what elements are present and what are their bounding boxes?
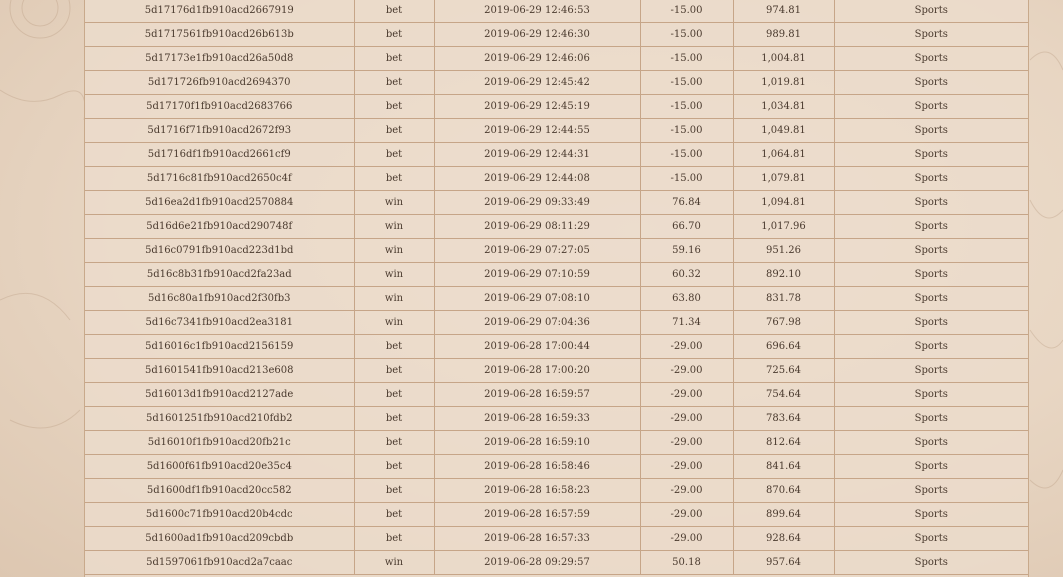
transaction-time-cell: 2019-06-28 09:29:57 [434, 551, 640, 575]
transaction-amount-cell: -29.00 [640, 359, 733, 383]
table-row [85, 71, 1028, 95]
transaction-category-cell: Sports [834, 239, 1028, 263]
transaction-category-cell: Sports [834, 359, 1028, 383]
table-row [85, 431, 1028, 455]
transaction-balance-cell: 767.98 [733, 311, 834, 335]
transaction-balance-cell: 1,034.81 [733, 95, 834, 119]
transaction-time-cell: 2019-06-29 07:27:05 [434, 239, 640, 263]
transaction-type-cell: bet [354, 407, 434, 431]
transaction-time-cell: 2019-06-28 16:57:59 [434, 503, 640, 527]
transaction-amount-cell: -15.00 [640, 143, 733, 167]
transaction-category-cell: Sports [834, 431, 1028, 455]
transaction-category-cell: Sports [834, 47, 1028, 71]
transaction-balance-cell: 957.64 [733, 551, 834, 575]
transaction-amount-cell: 60.32 [640, 263, 733, 287]
transaction-category-cell: Sports [834, 455, 1028, 479]
transaction-time-cell: 2019-06-29 12:45:42 [434, 71, 640, 95]
transaction-balance-cell: 989.81 [733, 23, 834, 47]
transaction-history-panel [84, 0, 1029, 577]
transaction-type-cell: bet [354, 119, 434, 143]
transaction-balance-cell: 783.64 [733, 407, 834, 431]
transaction-amount-cell: -29.00 [640, 383, 733, 407]
transaction-amount-cell: -29.00 [640, 527, 733, 551]
transaction-type-cell: bet [354, 23, 434, 47]
transaction-id-cell: 5d1601541fb910acd213e608 [85, 359, 354, 383]
transaction-category-cell: Sports [834, 23, 1028, 47]
transaction-amount-cell: 63.80 [640, 287, 733, 311]
transaction-amount-cell: -15.00 [640, 71, 733, 95]
transaction-id-cell: 5d1600ad1fb910acd209cbdb [85, 527, 354, 551]
transaction-type-cell: win [354, 239, 434, 263]
transaction-type-cell: bet [354, 503, 434, 527]
transaction-amount-cell: -15.00 [640, 47, 733, 71]
transaction-balance-cell: 870.64 [733, 479, 834, 503]
transaction-balance-cell: 892.10 [733, 263, 834, 287]
transaction-time-cell: 2019-06-29 12:44:08 [434, 167, 640, 191]
transaction-category-cell: Sports [834, 215, 1028, 239]
transaction-time-cell: 2019-06-29 12:46:06 [434, 47, 640, 71]
transaction-id-cell: 5d16013d1fb910acd2127ade [85, 383, 354, 407]
transaction-id-cell: 5d171756​1fb910acd26b613b [85, 23, 354, 47]
table-row [85, 47, 1028, 71]
transaction-balance-cell: 725.64 [733, 359, 834, 383]
transaction-type-cell: bet [354, 71, 434, 95]
table-row [85, 95, 1028, 119]
transaction-category-cell: Sports [834, 383, 1028, 407]
transaction-id-cell: 5d16c7341fb910acd2ea3181 [85, 311, 354, 335]
transaction-balance-cell: 899.64 [733, 503, 834, 527]
transaction-category-cell: Sports [834, 143, 1028, 167]
transaction-id-cell: 5d16c8b31fb910acd2fa23ad [85, 263, 354, 287]
transaction-amount-cell: 66.70 [640, 215, 733, 239]
transaction-time-cell: 2019-06-29 07:10:59 [434, 263, 640, 287]
table-row [85, 527, 1028, 551]
transaction-type-cell: win [354, 191, 434, 215]
transaction-time-cell: 2019-06-28 16:57:33 [434, 527, 640, 551]
transaction-category-cell: Sports [834, 503, 1028, 527]
transaction-id-cell: 5d1716f71fb910acd2672f93 [85, 119, 354, 143]
transaction-type-cell: bet [354, 47, 434, 71]
transaction-balance-cell: 951.26 [733, 239, 834, 263]
transaction-id-cell: 5d1601251fb910acd210fdb2 [85, 407, 354, 431]
transaction-category-cell: Sports [834, 119, 1028, 143]
transaction-id-cell: 5d16016c1fb910acd2156159 [85, 335, 354, 359]
transaction-category-cell: Sports [834, 0, 1028, 23]
transaction-time-cell: 2019-06-29 12:44:31 [434, 143, 640, 167]
transaction-category-cell: Sports [834, 527, 1028, 551]
table-row [85, 167, 1028, 191]
transaction-category-cell: Sports [834, 191, 1028, 215]
transaction-category-cell: Sports [834, 167, 1028, 191]
transaction-balance-cell: 974.81 [733, 0, 834, 23]
transaction-type-cell: win [354, 311, 434, 335]
transaction-id-cell: 5d171726fb910acd2694370 [85, 71, 354, 95]
transaction-amount-cell: 59.16 [640, 239, 733, 263]
transaction-id-cell: 5d17170f1fb910acd2683766 [85, 95, 354, 119]
transaction-type-cell: win [354, 287, 434, 311]
transaction-balance-cell: 831.78 [733, 287, 834, 311]
transaction-time-cell: 2019-06-28 17:00:20 [434, 359, 640, 383]
transaction-category-cell: Sports [834, 479, 1028, 503]
transaction-id-cell: 5d1600f61fb910acd20e35c4 [85, 455, 354, 479]
transaction-amount-cell: -29.00 [640, 431, 733, 455]
transaction-time-cell: 2019-06-28 16:59:10 [434, 431, 640, 455]
transaction-time-cell: 2019-06-29 12:44:55 [434, 119, 640, 143]
transaction-time-cell: 2019-06-29 12:45:19 [434, 95, 640, 119]
transaction-type-cell: bet [354, 479, 434, 503]
transaction-category-cell: Sports [834, 287, 1028, 311]
transaction-time-cell: 2019-06-28 16:58:46 [434, 455, 640, 479]
transaction-balance-cell: 1,004.81 [733, 47, 834, 71]
transaction-balance-cell: 1,017.96 [733, 215, 834, 239]
transaction-type-cell: bet [354, 527, 434, 551]
transaction-category-cell: Sports [834, 71, 1028, 95]
table-row [85, 407, 1028, 431]
transaction-id-cell: 5d16010f1fb910acd20fb21c [85, 431, 354, 455]
transaction-amount-cell: 71.34 [640, 311, 733, 335]
table-row [85, 143, 1028, 167]
transaction-time-cell: 2019-06-29 08:11:29 [434, 215, 640, 239]
transaction-amount-cell: -15.00 [640, 23, 733, 47]
transaction-type-cell: bet [354, 431, 434, 455]
transaction-amount-cell: 76.84 [640, 191, 733, 215]
transaction-id-cell: 5d16c0791fb910acd223d1bd [85, 239, 354, 263]
table-row [85, 191, 1028, 215]
transaction-type-cell: bet [354, 167, 434, 191]
transaction-type-cell: bet [354, 0, 434, 23]
table-row [85, 359, 1028, 383]
transaction-balance-cell: 696.64 [733, 335, 834, 359]
transaction-type-cell: win [354, 263, 434, 287]
transaction-id-cell: 5d16ea2d1fb910acd2570884 [85, 191, 354, 215]
transaction-time-cell: 2019-06-28 16:58:23 [434, 479, 640, 503]
transaction-amount-cell: -15.00 [640, 167, 733, 191]
transaction-balance-cell: 1,094.81 [733, 191, 834, 215]
transaction-balance-cell: 1,079.81 [733, 167, 834, 191]
transaction-time-cell: 2019-06-28 16:59:33 [434, 407, 640, 431]
transaction-balance-cell: 1,049.81 [733, 119, 834, 143]
transaction-amount-cell: -29.00 [640, 455, 733, 479]
transaction-category-cell: Sports [834, 335, 1028, 359]
transaction-type-cell: bet [354, 359, 434, 383]
table-row [85, 287, 1028, 311]
table-row [85, 263, 1028, 287]
transaction-type-cell: bet [354, 95, 434, 119]
table-row [85, 0, 1028, 23]
transaction-time-cell: 2019-06-29 12:46:53 [434, 0, 640, 23]
transaction-time-cell: 2019-06-29 07:08:10 [434, 287, 640, 311]
transaction-category-cell: Sports [834, 407, 1028, 431]
transaction-category-cell: Sports [834, 263, 1028, 287]
transaction-type-cell: bet [354, 143, 434, 167]
transaction-id-cell: 5d16d6e21fb910acd290748f [85, 215, 354, 239]
transaction-amount-cell: -29.00 [640, 479, 733, 503]
transaction-amount-cell: -15.00 [640, 95, 733, 119]
transaction-id-cell: 5d1600c71fb910acd20b4cdc [85, 503, 354, 527]
transaction-id-cell: 5d17173e1fb910acd26a50d8 [85, 47, 354, 71]
table-row [85, 23, 1028, 47]
transaction-id-cell: 5d1716df1fb910acd2661cf9 [85, 143, 354, 167]
transaction-type-cell: bet [354, 335, 434, 359]
transaction-time-cell: 2019-06-28 16:59:57 [434, 383, 640, 407]
transaction-category-cell: Sports [834, 311, 1028, 335]
table-row [85, 215, 1028, 239]
transaction-balance-cell: 928.64 [733, 527, 834, 551]
table-row [85, 335, 1028, 359]
transaction-amount-cell: -29.00 [640, 503, 733, 527]
table-row [85, 119, 1028, 143]
transaction-category-cell: Sports [834, 551, 1028, 575]
transaction-type-cell: bet [354, 455, 434, 479]
transaction-type-cell: win [354, 551, 434, 575]
transaction-amount-cell: -15.00 [640, 0, 733, 23]
transaction-time-cell: 2019-06-29 09:33:49 [434, 191, 640, 215]
table-row [85, 239, 1028, 263]
transaction-balance-cell: 1,019.81 [733, 71, 834, 95]
transaction-balance-cell: 841.64 [733, 455, 834, 479]
transaction-balance-cell: 812.64 [733, 431, 834, 455]
table-row [85, 455, 1028, 479]
transaction-time-cell: 2019-06-29 12:46:30 [434, 23, 640, 47]
transaction-id-cell: 5d15970​61fb910acd2a7caac [85, 551, 354, 575]
table-row [85, 383, 1028, 407]
transaction-time-cell: 2019-06-29 07:04:36 [434, 311, 640, 335]
transaction-amount-cell: -15.00 [640, 119, 733, 143]
transaction-amount-cell: 50.18 [640, 551, 733, 575]
transaction-id-cell: 5d1716c81fb910acd2650c4f [85, 167, 354, 191]
table-row [85, 311, 1028, 335]
transaction-category-cell: Sports [834, 95, 1028, 119]
transaction-id-cell: 5d16c80a1fb910acd2f30fb3 [85, 287, 354, 311]
transaction-amount-cell: -29.00 [640, 335, 733, 359]
transaction-id-cell: 5d1600df1fb910acd20cc582 [85, 479, 354, 503]
transaction-id-cell: 5d17176d1fb910acd2667919 [85, 0, 354, 23]
transaction-table-body [85, 0, 1028, 575]
transaction-type-cell: bet [354, 383, 434, 407]
transaction-balance-cell: 754.64 [733, 383, 834, 407]
table-row [85, 503, 1028, 527]
transaction-amount-cell: -29.00 [640, 407, 733, 431]
transaction-type-cell: win [354, 215, 434, 239]
table-row [85, 551, 1028, 575]
transaction-balance-cell: 1,064.81 [733, 143, 834, 167]
table-row [85, 479, 1028, 503]
transaction-time-cell: 2019-06-28 17:00:44 [434, 335, 640, 359]
transaction-table [85, 0, 1028, 575]
